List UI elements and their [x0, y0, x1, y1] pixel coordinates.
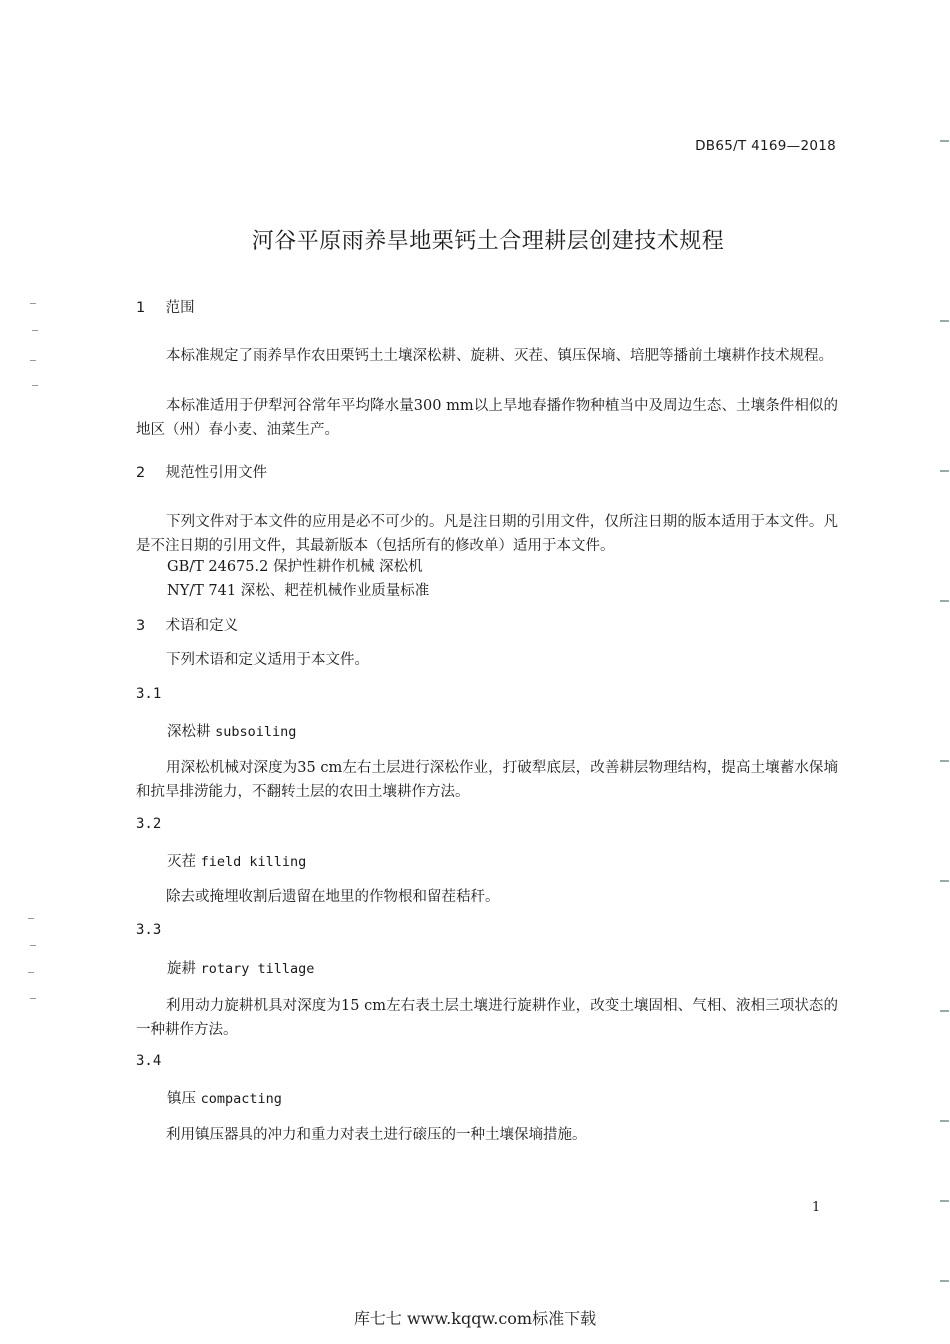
paragraph: 下列术语和定义适用于本文件。 [166, 652, 369, 668]
term-en: compacting [200, 1091, 282, 1107]
term-cn: 旋耕 [167, 961, 196, 977]
section-heading-3 [136, 614, 238, 635]
paragraph: 本标准适用于伊犁河谷常年平均降水量300 mm以上旱地春播作物种植当中及周边生态、土壤条件相似的地区（州）春小麦、油菜生产。 [136, 398, 838, 438]
section-number: 2 [136, 465, 146, 481]
watermark-footer: 库七七 www.kqqw.com标准下载 [353, 1309, 597, 1328]
section-title: 规范性引用文件 [165, 465, 268, 481]
clause-number: 3.3 [136, 922, 162, 938]
paragraph: 下列文件对于本文件的应用是必不可少的。凡是注日期的引用文件，仅所注日期的版本适用于本文件。凡是不注日期的引用文件，其最新版本（包括所有的修改单）适用于本文件。 [136, 514, 838, 554]
term-definition: 除去或掩埋收割后遗留在地里的作物根和留茬秸秆。 [166, 889, 500, 905]
term-cn: 镇压 [167, 1091, 196, 1107]
section-heading-1 [136, 296, 195, 317]
paragraph: 本标准规定了雨养旱作农田栗钙土土壤深松耕、旋耕、灭茬、镇压保墒、培肥等播前土壤耕作技术规程。 [166, 348, 833, 364]
standard-number: DB65/T 4169—2018 [695, 138, 836, 154]
section-title: 术语和定义 [165, 618, 239, 634]
term-en: rotary tillage [200, 961, 315, 977]
reference-item: NY/T 741 深松、耙茬机械作业质量标准 [167, 583, 430, 599]
clause-number: 3.2 [136, 816, 162, 832]
section-title: 范围 [165, 300, 195, 316]
term-entry [167, 850, 306, 871]
term-entry [167, 957, 314, 978]
clause-number: 3.4 [136, 1053, 162, 1069]
term-entry [167, 1087, 282, 1108]
reference-item: GB/T 24675.2 保护性耕作机械 深松机 [167, 559, 423, 575]
section-number: 3 [136, 618, 146, 634]
term-definition: 用深松机械对深度为35 cm左右土层进行深松作业，打破犁底层，改善耕层物理结构，提高土壤蓄水保墒和抗旱排涝能力，不翻转土层的农田土壤耕作方法。 [136, 760, 838, 800]
page-number: 1 [812, 1200, 821, 1215]
term-definition: 利用镇压器具的冲力和重力对表土进行磙压的一种土壤保墒措施。 [166, 1127, 587, 1143]
section-heading-2 [136, 461, 267, 482]
term-en: subsoiling [215, 724, 297, 740]
scan-edge-marks [938, 0, 950, 1344]
term-definition: 利用动力旋耕机具对深度为15 cm左右表土层土壤进行旋耕作业，改变土壤固相、气相、液相三项状态的一种耕作方法。 [136, 998, 838, 1038]
term-entry [167, 720, 296, 741]
scan-specks [0, 0, 60, 1344]
section-number: 1 [136, 300, 146, 316]
document-title: 河谷平原雨养旱地栗钙土合理耕层创建技术规程 [251, 229, 725, 254]
term-en: field killing [200, 854, 307, 870]
term-cn: 灭茬 [167, 854, 196, 870]
clause-number: 3.1 [136, 686, 162, 702]
term-cn: 深松耕 [167, 724, 211, 740]
